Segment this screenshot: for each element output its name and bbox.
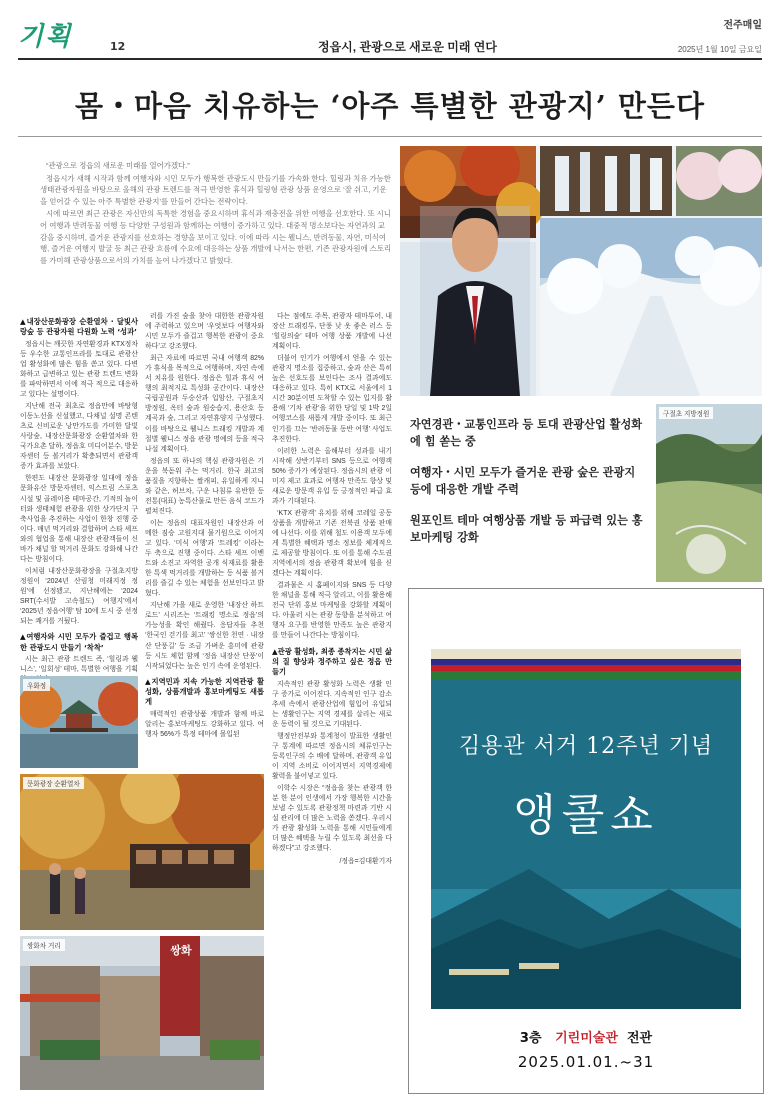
- garden-image: [656, 404, 762, 582]
- article-paragraph: 더불어 인기가 여행에서 얻을 수 있는 관광지 명소를 집중하고, 숲과 산은 특히 높은 선호도를 보인다는 조사 결과에도 대응하고 있다. 특히 KTX로 서울에서 1시간 30분이면 도착할 수 있는 입지를 활용해 ‘기차 관광’을 위한 당일 및 1박 2일 여행코스를 새롭게 개발 중이다. 또 최근 인기를 끄는 ‘반려동물 동반 여행’ 사업도 추진한다.: [272, 355, 392, 443]
- ad-venue-name: 기린미술관: [555, 1031, 618, 1046]
- issue-date: 2025년 1월 10일 금요일: [677, 45, 762, 54]
- article-column-3: [272, 312, 392, 1086]
- photo-caption: 문화광장 순환열차: [23, 777, 84, 789]
- lead-quote: “관광으로 정읍의 새로운 미래를 열어가겠다.”: [46, 161, 190, 170]
- photo-collage: [400, 146, 762, 396]
- article-paragraph: 이는 정읍의 대표자원인 내장산과 어메한 짐승 고원지대 물기원으로 이어지고 있다. ‘미식 여행’과 ‘트레킹’ 이라는 두 축으로 진행 중이다. 스타 셰프 이벤트와 소진고 자역한 공개 식재료를 활용한 특색 먹거리를 개발하는 등 식품 볼거리를 즐길 수 있는 체험을 선보인다고 밝혔다.: [145, 519, 264, 598]
- highlight-item: 원포인트 테마 여행상품 개발 등 파급력 있는 홍보마케팅 강화: [410, 513, 643, 544]
- ad-title-line2: 앵콜쇼: [513, 790, 659, 841]
- highlight-points: [410, 416, 648, 560]
- photo-gujeolcho: [656, 404, 762, 582]
- headline-rule: [18, 136, 762, 137]
- article-paragraph: 이처럼 내장산문화광장을 구절초지방정원이 ‘2024년 산림청 미래지정 정원’에 선정됐고, 지난해에는 ‘2024 SRT(수서발 고속철도) 여행지’에서 ‘2025년 정읍여행’ 탐 10에 도시 중 선정되는 쾌거를 거뒀다.: [20, 567, 138, 626]
- ad-title-line1: 김용관 서거 12주년 기념: [458, 734, 714, 759]
- photo-caption: 구절초 지방정원: [659, 407, 713, 419]
- ad-venue: [409, 1027, 763, 1046]
- photo-ssanghwa-street: [20, 936, 264, 1090]
- lead-paragraph: 시에 따르면 최근 관광은 자신만의 독특한 경험을 중요시하며 휴식과 재충전을 위한 여행을 선호한다. 또 시니어 여행과 반려동물 여행 등 다양한 구성원과 함께하는 여행이 증가하고 있다. 대중적 명소보다는 자연과의 교감을 중시하며, 즐거운 관광지를 선호하는 경향을 보이고 있다. 이에 따라 시는 웰니스, 반려동물, 자연, 미식여행, 즐거운 여행지 발굴 등 최근 관광 흐름에 수요에 대응하는 상품 개발에 나서는 한편, 기존 관광자원에 스토리를 가미해 관광상품으로서의 가치를 높여 나가겠다고 밝혔다.: [40, 209, 392, 265]
- subhead: ▲내장산문화광장 순환열차・달빛사랑숲 등 관광자원 다원화 노력 ‘성과’: [20, 317, 138, 337]
- headline: 몸・마음 치유하는 ‘아주 특별한 관광지’ 만든다: [75, 89, 705, 123]
- lead-paragraphs: [40, 160, 392, 267]
- article-paragraph: 러를 가진 숲을 찾아 대한한 관광자원에 주력하고 있으며 ‘우엇보다 여행자와 시민 모두가 즐겁고 행복한 관광이 중요하다’고 강조했다.: [145, 313, 264, 351]
- exhibition-advertisement: [408, 588, 764, 1094]
- newspaper-name: 전주매일: [723, 20, 762, 31]
- highlight-item: 자연경관・교통인프라 등 토대 관광산업 활성화에 힘 쏟는 중: [410, 417, 643, 448]
- article-paragraph: 한편도 내장산 문화광장 일대에 정읍문화유산 방문자센터, 익스트림 스포츠 시설 및 골레이용 테마공간, 기적의 놀이터와 생태체험 관광을 위한 상가단지 구축사업을 추진하는 사업이 한창 진행 중이다. 매년 먹거리와 결합하며 스타 셰프와의 협업을 통해 내장산 관광객들이 신바가 채널 할 먹거리 문화도 강화해 나간다는 방침이다.: [20, 475, 138, 563]
- article-paragraph: 지난해 전국 최초로 정읍만에 바탕형 이동노선을 신설했고, 다채널 설명 콘텐츠로 신비로운 낭만가도를 가미한 달빛 사랑숲, 내장산문화광장 순환열차와 한국가요촌 달하, 정읍호 미디어분수, 방문자센터 등 볼거리가 확충되면서 관광객 증가 효과를 보았다.: [20, 403, 138, 471]
- article-paragraph: 결과물은 시 홈페이지와 SNS 등 다양한 채널을 통해 적극 알리고, 이를 활용해 전국 단위 홍보 마케팅을 강화할 계획이다. 아울러 시는 관광 동향을 분석하고 여행자 요구를 반영한 만족도 높은 관광지를 만들어 나간다는 방침이다.: [272, 582, 392, 640]
- section-label: 기획: [18, 22, 73, 52]
- page-title: 정읍시, 관광으로 새로운 미래 연다: [318, 40, 497, 54]
- article-paragraph: 정읍시는 깨끗한 자연환경과 KTX정차 등 우수한 교통인프라를 토대로 관광산업 활성화에 많은 힘을 쏟고 있다. 다변화하고 급변하고 있는 관광 트렌드 변화를 파악하면서 이에 적극 적으로 대응하고 있다는 설명이다.: [20, 340, 138, 399]
- article-paragraph: 지속적인 관광 활성화 노력은 생활 인구 증가로 이어진다. 지속적인 인구 감소 추세 속에서 관광산업에 힘입어 유입되는 생활인구는 지역 경제를 살리는 새로운 동력이 될 것으로 기대된다.: [272, 680, 392, 728]
- collage-image: [400, 146, 762, 396]
- photo-caption: 우화정: [23, 679, 50, 691]
- ad-dates: 2025.01.01.~31: [517, 1053, 655, 1071]
- article-paragraph: 시는 최근 관광 트렌드 즉, ‘힐링과 웰니스’, ‘일회성’ 테마, 특별한 여행을 기획: [20, 655, 138, 673]
- header-rule: [18, 58, 762, 60]
- photo-culture-square: [20, 774, 264, 930]
- page-header: [18, 10, 762, 56]
- article-paragraph: 매력적인 관광상품 개발과 함께 바로 알리는 홍보마케팅도 강화하고 있다. 여행자 56%가 특정 테마에 몰입된: [145, 710, 264, 738]
- article-paragraph: 정읍의 또 하나의 핵심 관광자원은 기운을 북돋워 주는 먹거리. 한국 최고의 품질을 지향하는 쌀캐피, 유일하게 지니와 같은, 허브차, 구운 나침류 유반한 등 전통(대표) 농특산물로 만든 음식 코드가 펼쳐진다.: [145, 457, 264, 515]
- highlight-item: 여행자・시민 모두가 즐거운 관광 숲은 관광지 등에 대응한 개발 주력: [410, 465, 636, 496]
- ad-venue-floor: 3층: [519, 1031, 542, 1046]
- lead-paragraph: 정읍시가 새해 시작과 함께 여행자와 시민 모두가 행복한 관광도시 만들기를 가속화 한다. 힐링과 치유 가능한 생태관광자원을 바탕으로 올해의 관광 트렌드를 적극 반영한 휴식과 힐링형 관광 상품 운영으로 ‘잘 쉬고, 기운을 얻어갈 수 있는 아주 특별한 관광지’를 만들어 간다는 전략이다.: [40, 173, 391, 206]
- article-paragraph: 이러한 노력은 올해부터 성과를 내기 시작해 상반기부터 SNS 등으로 여행객 50% 증가가 예상된다. 정읍시의 관광 이미지 제고 효과로 여행자 만족도 향상 및 새로운 방문객 유입 등 긍정적인 파급 효과가 기대된다.: [272, 447, 392, 505]
- article-column-1: [20, 312, 138, 687]
- page-number: 12: [110, 40, 126, 53]
- article-paragraph: 최근 자료에 따르면 국내 여행객 82%가 휴식을 목적으로 여행하며, 자연 속에서 치유를 원한다. 정읍은 힐과 휴식 여행의 최적지로 특성화 공간이다. 내장산국립공원과 두승산과 입암산, 구절초지방정원, 옥터 숲과 원숭습지, 용산호 등 계곡과 숲, 그리고 자연휴양지 구성했다. 이를 바탕으로 웰니스 트래킹 개발과 계절별 웰니스 정읍 관광 명예의 등을 적극 나설 계획이다.: [145, 355, 264, 453]
- photo-caption: 쌍화차 거리: [23, 939, 65, 951]
- article-paragraph: 다는 점에도 주목, 관광자 테마투어, 내장산 트래킹투, 단풍 낮 옷 좋은 러스 등 ‘힐링의숲’ 테마 여행 상품 개발에 나선 계획이다.: [272, 313, 392, 351]
- subhead: ▲지역민과 지속 가능한 지역관광 활성화, 상품개발과 홍보마케팅도 새롭게: [145, 676, 264, 707]
- article-paragraph: ‘KTX 관광객’ 유치를 위해 코레일 공동 상품을 개발하고 기존 전북권 상품 판매에 나선다. 이를 위해 철도 이용객 모두에게 특별한 혜택과 명소 정보를 체계적으로 제공할 방침이다. 또 이를 통해 수도권 지역에서의 정읍 관광객 확보에 힘을 싣겠다는 계획이다.: [272, 509, 392, 578]
- article-paragraph: 지난해 가을 새로 운영한 ‘내장산 하트로드’ 시리즈는 ‘트래킹 명소로 정읍’의 가능성을 확인 해줬다. 응답자들 추천 ‘한국인 걷기를 최고’ ‘쌍신한 천연 · 내장산 단풍길’ 등 조금 가벼운 흥미에 관광 등 시도 체험 함께 ‘정읍 내장산 단풍’이 시작되었다는 높은 인기 속에 운영된다.: [145, 602, 264, 670]
- article-paragraph: 이학수 시장은 “정읍을 찾는 관광객 한 분 한 분이 인생에서 가장 행복한 시간을 보낼 수 있도록 관광정책 마련과 기반 시설 관리에 더 많은 노력을 쏟겠다. 우리시가 관광 활성화 노력을 통해 시민들에게 더 많은 혜택을 누릴 수 있도록 최선을 다하겠다”고 강조했다.: [272, 785, 392, 853]
- article-column-2: [145, 312, 264, 742]
- sign-text: 쌍화: [170, 944, 192, 957]
- article-paragraph: 행정안전부와 통계청이 발표한 생활인구 통계에 따르면 정읍시의 체류인구는 등록인구의 수 배에 달하며, 관광객 유입이 지역 소비로 이어지면서 지역경제에 활력을 불어넣고 있다.: [272, 732, 392, 781]
- photo-woohwajeong: [20, 676, 138, 768]
- byline: /정읍=김대환기자: [339, 857, 392, 865]
- subhead: ▲여행자와 시민 모두가 즐겁고 행복한 관광도시 만들기 ‘착착’: [20, 632, 138, 652]
- subhead: ▲관광 활성화, 최종 종착지는 시민 삶의 질 향상과 정주하고 싶은 정읍 만들기: [272, 646, 392, 677]
- train-image: [20, 774, 264, 930]
- ad-venue-suffix: 전관: [626, 1031, 653, 1046]
- street-image: [20, 936, 264, 1090]
